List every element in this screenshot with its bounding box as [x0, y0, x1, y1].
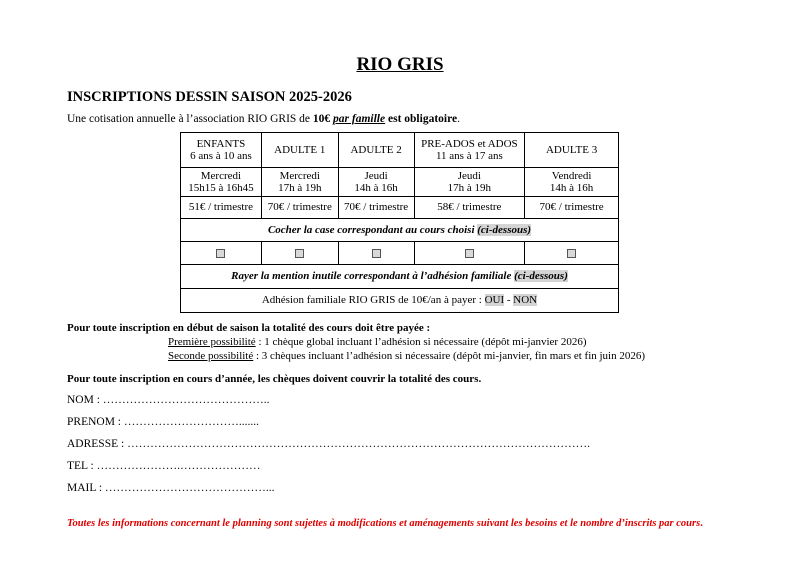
payment-option-1: Première possibilité : 1 chèque global incluant l’adhésion si nécessaire (dépôt mi-janvier 2026): [168, 336, 587, 348]
intro-text: [67, 113, 460, 125]
strike-note: (ci-dessous): [514, 270, 568, 283]
course-name-cell: ADULTE 2: [338, 133, 414, 168]
schedule-cell: Mercredi 15h15 à 16h45: [181, 168, 262, 197]
course-checkbox-adulte-1[interactable]: [295, 249, 304, 258]
payment-during-title: Pour toute inscription en cours d’année, les chèques doivent couvrir la totalité des cours.: [67, 373, 482, 385]
payment-start-title: Pour toute inscription en début de saison la totalité des cours doit être payée :: [67, 322, 431, 334]
course-checkbox-adulte-2[interactable]: [372, 249, 381, 258]
course-name-row: [181, 133, 619, 168]
course-name-cell: PRE-ADOS et ADOS 11 ans à 17 ans: [414, 133, 525, 168]
intro-after: est obligatoire: [385, 113, 458, 125]
prenom-field[interactable]: PRENOM : ………………………….......: [67, 416, 259, 428]
checkbox-row: [181, 242, 619, 265]
schedule-cell: Jeudi 17h à 19h: [414, 168, 525, 197]
course-checkbox-pre-ados[interactable]: [465, 249, 474, 258]
membership-text: Adhésion familiale RIO GRIS de 10€/an à payer :: [261, 294, 485, 307]
price-cell: 58€ / trimestre: [414, 197, 525, 219]
page-title: RIO GRIS: [356, 54, 444, 75]
schedule-row: [181, 168, 619, 197]
course-name-cell: ADULTE 1: [261, 133, 338, 168]
schedule-cell: Mercredi 17h à 19h: [261, 168, 338, 197]
checkbox-cell: [414, 242, 525, 265]
intro-end: .: [457, 113, 460, 125]
checkbox-cell: [525, 242, 619, 265]
price-row: [181, 197, 619, 219]
price-cell: 51€ / trimestre: [181, 197, 262, 219]
nom-field[interactable]: NOM : ……………………………………..: [67, 394, 270, 406]
tel-field[interactable]: TEL : ………………….…………………: [67, 460, 261, 472]
checkbox-cell: [338, 242, 414, 265]
checkbox-cell: [261, 242, 338, 265]
strike-instruction: Rayer la mention inutile correspondant à l’adhésion familiale (ci-dessous): [181, 265, 619, 289]
intro-per-family: par famille: [333, 113, 386, 125]
season-subtitle: INSCRIPTIONS DESSIN SAISON 2025-2026: [67, 89, 352, 105]
membership-row: [181, 289, 619, 313]
membership-oui[interactable]: OUI: [484, 294, 505, 307]
footer-disclaimer: Toutes les informations concernant le planning sont sujettes à modifications et aménagements suivant les besoins et le nombre d’inscrits par cours.: [67, 518, 703, 529]
membership-cell: Adhésion familiale RIO GRIS de 10€/an à payer : OUI - NON: [181, 289, 619, 313]
check-note: (ci-dessous): [477, 223, 532, 236]
checkbox-cell: [181, 242, 262, 265]
course-checkbox-enfants[interactable]: [216, 249, 225, 258]
price-cell: 70€ / trimestre: [261, 197, 338, 219]
intro-amount: 10€: [312, 113, 334, 125]
adresse-field[interactable]: ADRESSE : ………………………………………………………………………………………………………….: [67, 438, 590, 450]
schedule-table: [180, 132, 619, 313]
course-name-cell: ADULTE 3: [525, 133, 619, 168]
payment-option-2: Seconde possibilité : 3 chèques incluant l’adhésion si nécessaire (dépôt mi-janvier, fin mars et fin juin 2026): [168, 350, 646, 362]
check-instruction: Cocher la case correspondant au cours choisi (ci-dessous): [181, 219, 619, 242]
course-checkbox-adulte-3[interactable]: [567, 249, 576, 258]
course-name-cell: ENFANTS 6 ans à 10 ans: [181, 133, 262, 168]
schedule-cell: Jeudi 14h à 16h: [338, 168, 414, 197]
price-cell: 70€ / trimestre: [338, 197, 414, 219]
intro-before: Une cotisation annuelle à l’association RIO GRIS de: [67, 113, 313, 125]
mail-field[interactable]: MAIL : ……………………………………...: [67, 482, 275, 494]
price-cell: 70€ / trimestre: [525, 197, 619, 219]
schedule-cell: Vendredi 14h à 16h: [525, 168, 619, 197]
check-instruction-row: [181, 219, 619, 242]
strike-instruction-row: [181, 265, 619, 289]
membership-non[interactable]: NON: [513, 294, 538, 307]
